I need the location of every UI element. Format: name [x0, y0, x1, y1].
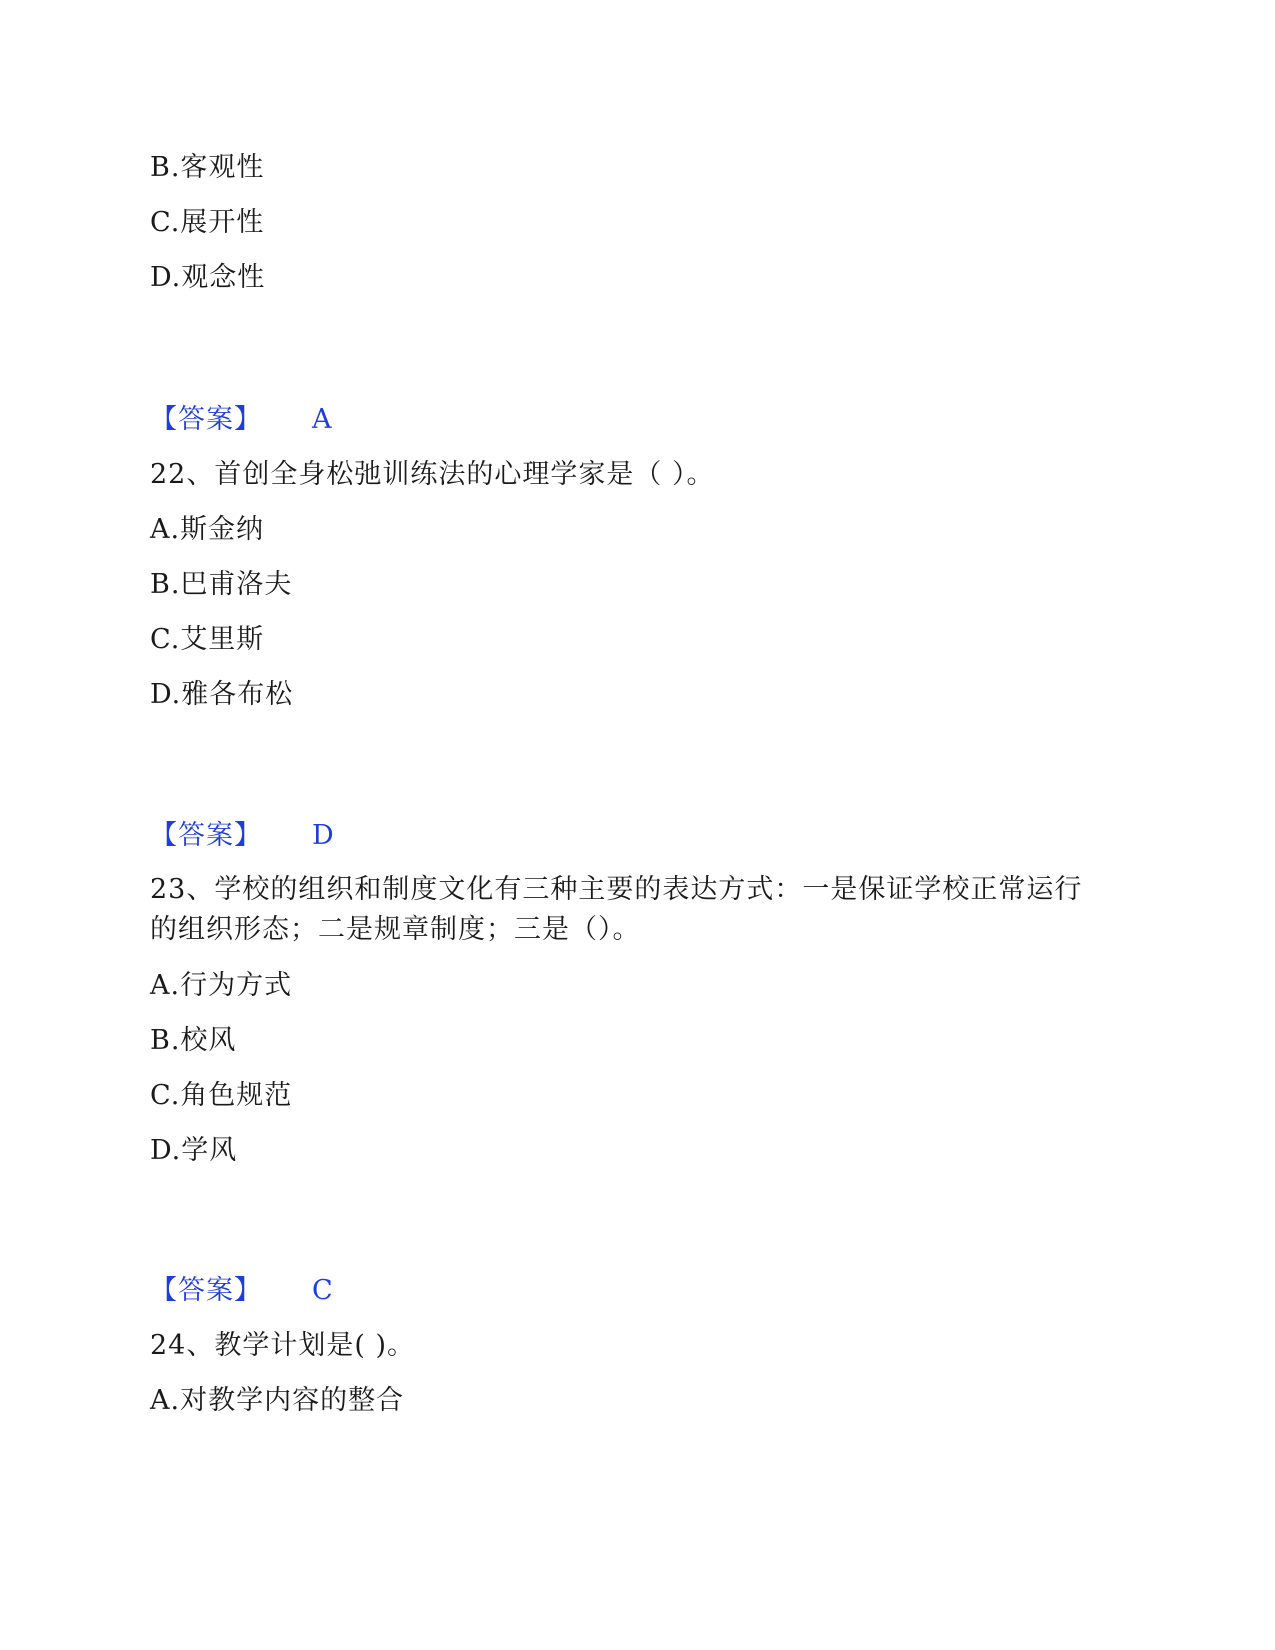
q23-option-d: D.学风	[150, 1135, 238, 1166]
q21-option-d: D.观念性	[150, 262, 266, 293]
q22-option-c: C.艾里斯	[150, 624, 265, 655]
q23-option-a: A.行为方式	[150, 970, 293, 1001]
answer-value: A	[312, 404, 332, 435]
answer-22	[150, 818, 334, 854]
q21-option-b: B.客观性	[150, 152, 265, 183]
answer-label: 【答案】	[150, 404, 262, 435]
answer-label: 【答案】	[150, 1275, 262, 1306]
q24-option-a: A.对教学内容的整合	[150, 1385, 405, 1416]
answer-value: C	[312, 1275, 333, 1306]
answer-21	[150, 402, 332, 438]
q22-option-a: A.斯金纳	[150, 514, 265, 545]
q24-stem: 24、教学计划是( )。	[150, 1330, 416, 1361]
answer-value: D	[312, 820, 334, 851]
q23-stem-line2: 的组织形态；二是规章制度；三是（）。	[150, 914, 641, 945]
q23-option-b: B.校风	[150, 1025, 237, 1056]
answer-label: 【答案】	[150, 820, 262, 851]
q22-stem: 22、首创全身松弛训练法的心理学家是（ ）。	[150, 459, 715, 490]
q23-stem-line1: 23、学校的组织和制度文化有三种主要的表达方式：一是保证学校正常运行	[150, 874, 1083, 905]
q21-option-c: C.展开性	[150, 207, 265, 238]
q23-option-c: C.角色规范	[150, 1080, 293, 1111]
answer-23	[150, 1273, 333, 1309]
q22-option-b: B.巴甫洛夫	[150, 569, 293, 600]
q22-option-d: D.雅各布松	[150, 679, 294, 710]
